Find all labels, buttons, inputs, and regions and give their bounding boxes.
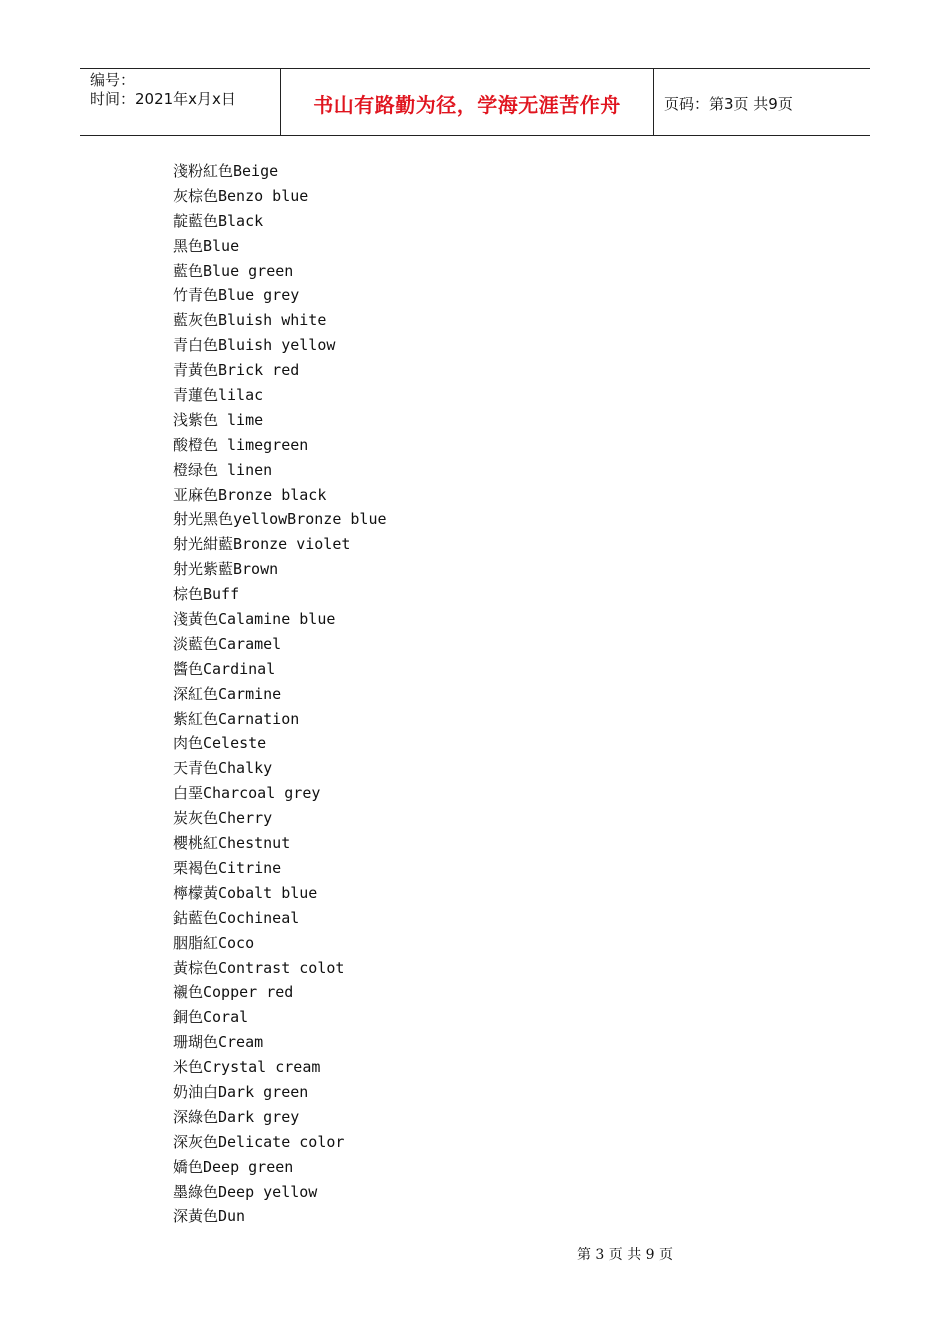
page-footer <box>0 1244 950 1264</box>
color-term-entry: 深灰色Delicate color <box>173 1132 345 1151</box>
color-term-entry: 深綠色Dark grey <box>173 1107 300 1126</box>
color-term-entry: 銅色Coral <box>173 1008 249 1027</box>
color-term-entry: 嬌色Deep green <box>173 1157 294 1176</box>
color-term-entry: 胭脂紅Coco <box>173 933 255 952</box>
color-term-entry: 藍灰色Bluish white <box>173 311 327 330</box>
color-term-entry: 白堊Charcoal grey <box>173 784 321 803</box>
color-term-entry: 橙绿色 linen <box>173 460 273 479</box>
color-term-entry: 亚麻色Bronze black <box>173 485 327 504</box>
color-term-entry: 鈷藍色Cochineal <box>173 908 300 927</box>
color-term-entry: 淡藍色Caramel <box>173 634 282 653</box>
color-term-entry: 青蓮色lilac <box>173 386 264 405</box>
color-term-entry: 射光紺藍Bronze violet <box>173 535 351 554</box>
color-term-entry: 青白色Bluish yellow <box>173 336 336 355</box>
color-term-entry: 檸檬黃Cobalt blue <box>173 883 318 902</box>
color-term-entry: 淺粉紅色Beige <box>173 162 279 180</box>
color-term-entry: 紫紅色Carnation <box>173 709 300 728</box>
header-motto-cell <box>281 69 654 135</box>
color-term-entry: 黑色Blue <box>173 236 240 255</box>
page-header <box>80 68 870 136</box>
document-number-label: 编号： <box>90 71 136 89</box>
color-term-entry: 肉色Celeste <box>173 734 267 753</box>
color-term-entry: 天青色Chalky <box>173 759 273 778</box>
color-term-entry: 奶油白Dark green <box>173 1082 309 1101</box>
color-term-entry: 竹青色Blue grey <box>173 286 300 305</box>
header-page-cell <box>654 69 870 135</box>
color-term-entry: 射光黑色yellowBronze blue <box>173 510 387 529</box>
header-motto: 书山有路勤为径，学海无涯苦作舟 <box>313 93 621 117</box>
header-page-info: 页码：第3页 共9页 <box>664 94 793 113</box>
color-term-entry: 浅紫色 lime <box>173 410 264 429</box>
color-term-entry: 醬色Cardinal <box>173 659 276 678</box>
document-time-label: 时间：2021年x月x日 <box>90 90 236 108</box>
color-term-entry: 黃棕色Contrast colot <box>173 958 345 977</box>
color-term-entry: 炭灰色Cherry <box>173 809 273 828</box>
color-term-entry: 淺黃色Calamine blue <box>173 610 336 629</box>
color-term-entry: 米色Crystal cream <box>173 1058 321 1077</box>
color-term-entry: 藍色Blue green <box>173 261 294 280</box>
color-term-entry: 珊瑚色Cream <box>173 1033 264 1052</box>
color-term-entry: 酸橙色 limegreen <box>173 435 309 454</box>
footer-page-number: 第 3 页 共 9 页 <box>576 1247 674 1263</box>
color-term-entry: 櫻桃紅Chestnut <box>173 834 291 853</box>
color-term-entry: 棕色Buff <box>173 585 240 604</box>
color-term-entry: 深黃色Dun <box>173 1207 246 1226</box>
color-term-entry: 深紅色Carmine <box>173 684 282 703</box>
header-meta-cell <box>80 69 281 135</box>
color-term-entry: 靛藍色Black <box>173 211 264 230</box>
color-term-entry: 栗褐色Citrine <box>173 858 282 877</box>
color-term-entry: 灰棕色Benzo blue <box>173 186 309 205</box>
color-term-entry: 襯色Copper red <box>173 983 294 1002</box>
color-term-list <box>173 159 387 1229</box>
color-term-entry: 墨綠色Deep yellow <box>173 1182 318 1201</box>
color-term-entry: 射光紫藍Brown <box>173 560 279 579</box>
color-term-entry: 青黃色Brick red <box>173 361 300 380</box>
